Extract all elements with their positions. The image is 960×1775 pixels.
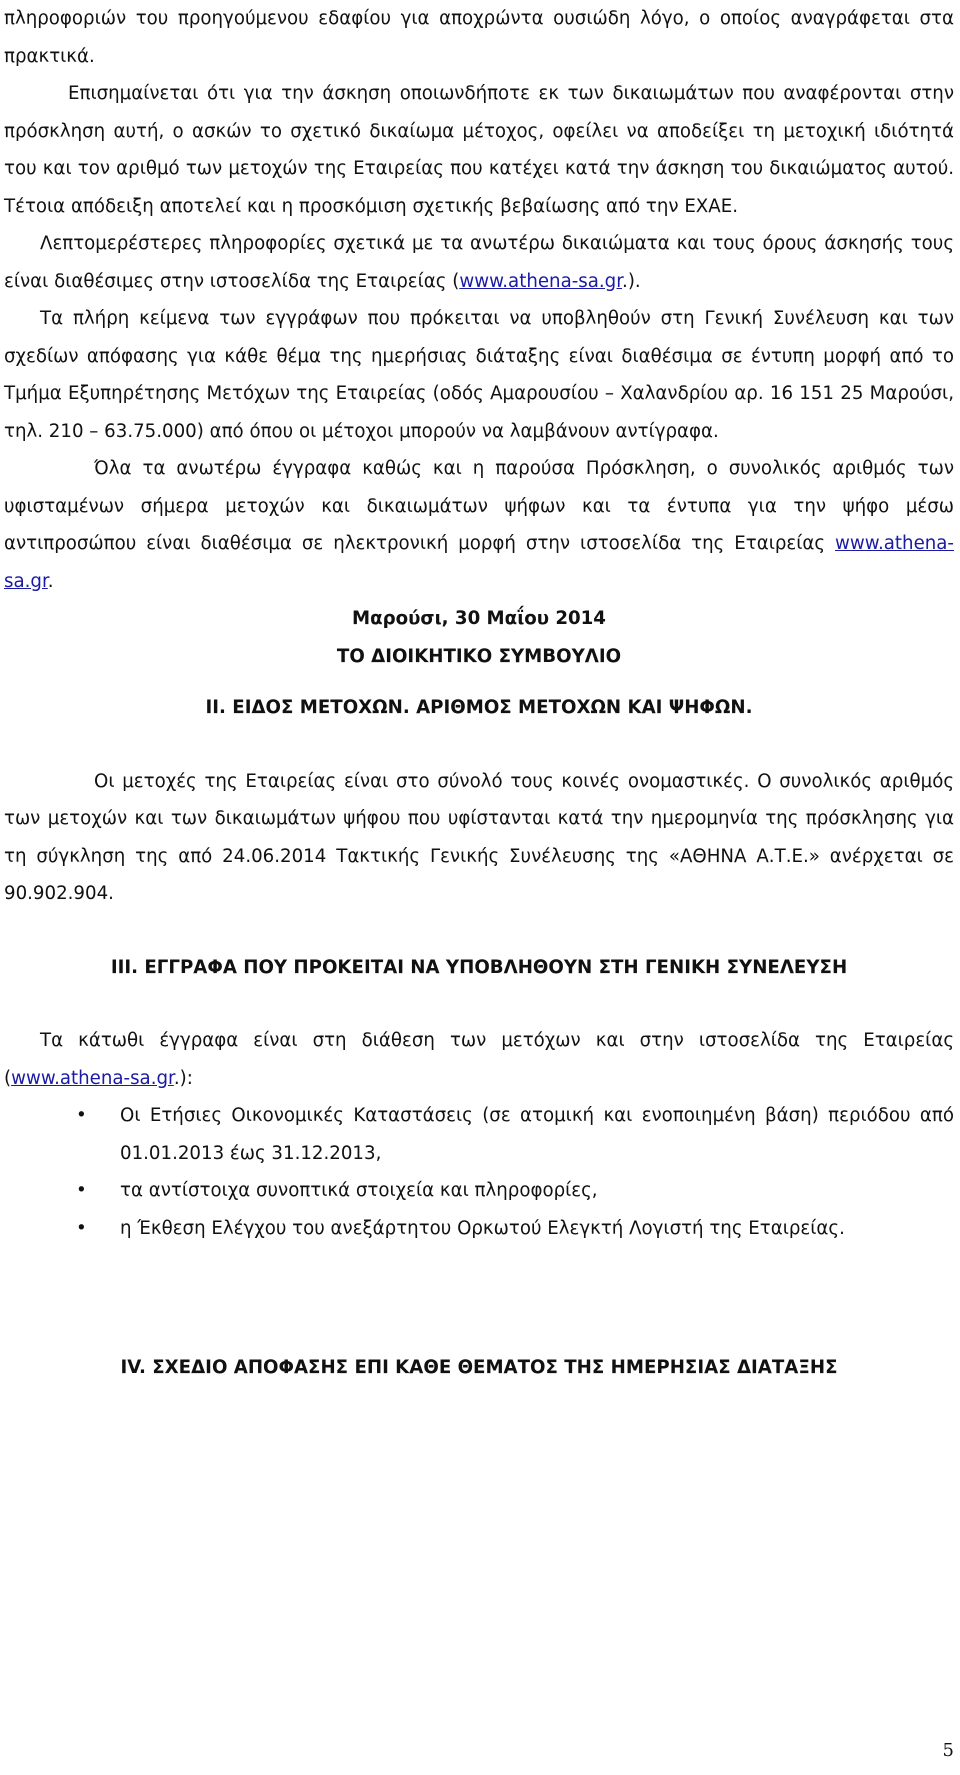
signature-board: ΤΟ ΔΙΟΙΚΗΤΙΚΟ ΣΥΜΒΟΥΛΙΟ (336, 645, 622, 667)
spacer (4, 727, 954, 763)
section-3-intro (4, 1022, 954, 1097)
paragraph-more-info (4, 225, 954, 300)
paragraph-shareholder-proof: Επισημαίνεται ότι για την άσκηση οποιωνδήποτε εκ των δικαιωμάτων που αναφέρονται στην πρόσκληση αυτή, ο ασκών το σχετικό δικαίωμα μέτοχος, οφείλει να αποδείξει τη μετοχική ιδιότητά του και τον αριθμό των μετοχών της Εταιρείας που κατέχει κατά την άσκηση του δικαιώματος αυτού. Τέτοια απόδειξη αποτελεί και η προσκόμιση σχετικής βεβαίωσης από την ΕΧΑΕ. (4, 83, 954, 217)
section-2-body: Οι μετοχές της Εταιρείας είναι στο σύνολό τους κοινές ονομαστικές. Ο συνολικός αριθμός των μετοχών και των δικαιωμάτων ψήφου που υφίστανται κατά την ημερομηνία της πρόσκλησης για τη σύγκληση της από 24.06.2014 Τακτικής Γενικής Συνέλευσης της «ΑΘΗΝΑ Α.Τ.Ε.» ανέρχεται σε 90.902.904. (4, 770, 954, 904)
section-3-intro-text: Τα κάτωθι έγγραφα είναι στη διάθεση των μετόχων και στην ιστοσελίδα της Εταιρείας ( (4, 1030, 954, 1089)
document-page (4, 0, 954, 1387)
more-info-end: .). (622, 270, 641, 292)
more-info-text: Λεπτομερέστερες πληροφορίες σχετικά με τα ανωτέρω δικαιώματα και τους όρους άσκησής τους είναι διαθέσιμες στην ιστοσελίδα της Εταιρείας ( (4, 233, 954, 292)
spacer (4, 913, 954, 949)
signature-date-place: Μαρούσι, 30 Μαΐου 2014 (352, 608, 606, 629)
website-link[interactable]: www.athena-sa.gr (459, 270, 623, 292)
paragraph-documents-available (4, 450, 954, 600)
bullet-icon: • (76, 1217, 87, 1239)
paragraph-continuation: πληροφοριών του προηγούμενου εδαφίου για αποχρώντα ουσιώδη λόγο, ο οποίος αναγράφεται στα πρακτικά. (4, 8, 954, 67)
spacer (4, 986, 954, 1022)
documents-available-end: . (47, 570, 54, 592)
list-item (4, 1210, 954, 1248)
list-item (4, 1172, 954, 1210)
website-link[interactable]: www.athena-sa.gr (4, 533, 954, 592)
page-number: 5 (942, 1740, 954, 1761)
spacer (4, 675, 954, 689)
list-item (4, 1097, 954, 1172)
list-item-text: Οι Ετήσιες Οικονομικές Καταστάσεις (σε ατομική και ενοποιημένη βάση) περιόδου από 01.01.2013 έως 31.12.2013, (120, 1105, 954, 1164)
bullet-icon: • (76, 1180, 87, 1201)
section-2-heading: ΙΙ. ΕΙΔΟΣ ΜΕΤΟΧΩΝ. ΑΡΙΘΜΟΣ ΜΕΤΟΧΩΝ ΚΑΙ ΨΗΦΩΝ. (205, 697, 753, 718)
list-item-text: τα αντίστοιχα συνοπτικά στοιχεία και πληροφορίες, (120, 1180, 598, 1201)
documents-available-text: Όλα τα ανωτέρω έγγραφα καθώς και η παρούσα Πρόσκληση, ο συνολικός αριθμός των υφισταμένων σήμερα μετοχών και δικαιωμάτων ψήφων και τα έντυπα για την ψήφο μέσω αντιπροσώπου είναι διαθέσιμα σε ηλεκτρονική μορφή στην ιστοσελίδα της Εταιρείας (4, 458, 954, 554)
paragraph-full-texts: Τα πλήρη κείμενα των εγγράφων που πρόκειται να υποβληθούν στη Γενική Συνέλευση και των σχεδίων απόφασης για κάθε θέμα της ημερήσιας διάταξης είναι διαθέσιμα σε έντυπη μορφή από το Τμήμα Εξυπηρέτησης Μετόχων της Εταιρείας (οδός Αμαρουσίου – Χαλανδρίου αρ. 16 151 25 Μαρούσι, τηλ. 210 – 63.75.000) από όπου οι μέτοχοι μπορούν να λαμβάνουν αντίγραφα. (4, 308, 954, 442)
documents-list (4, 1097, 954, 1247)
list-item-text: η Έκθεση Ελέγχου του ανεξάρτητου Ορκωτού Ελεγκτή Λογιστή της Εταιρείας. (120, 1217, 845, 1239)
section-3-intro-end: .): (173, 1067, 193, 1089)
bullet-icon: • (76, 1105, 87, 1126)
spacer (4, 1247, 954, 1349)
section-4-heading: ΙV. ΣΧΕΔΙΟ ΑΠΟΦΑΣΗΣ ΕΠΙ ΚΑΘΕ ΘΕΜΑΤΟΣ ΤΗΣ ΗΜΕΡΗΣΙΑΣ ΔΙΑΤΑΞΗΣ (120, 1357, 838, 1378)
section-3-heading: ΙΙΙ. ΕΓΓΡΑΦΑ ΠΟΥ ΠΡΟΚΕΙΤΑΙ ΝΑ ΥΠΟΒΛΗΘΟΥΝ ΣΤΗ ΓΕΝΙΚΗ ΣΥΝΕΛΕΥΣΗ (110, 956, 848, 978)
website-link[interactable]: www.athena-sa.gr (11, 1067, 174, 1089)
